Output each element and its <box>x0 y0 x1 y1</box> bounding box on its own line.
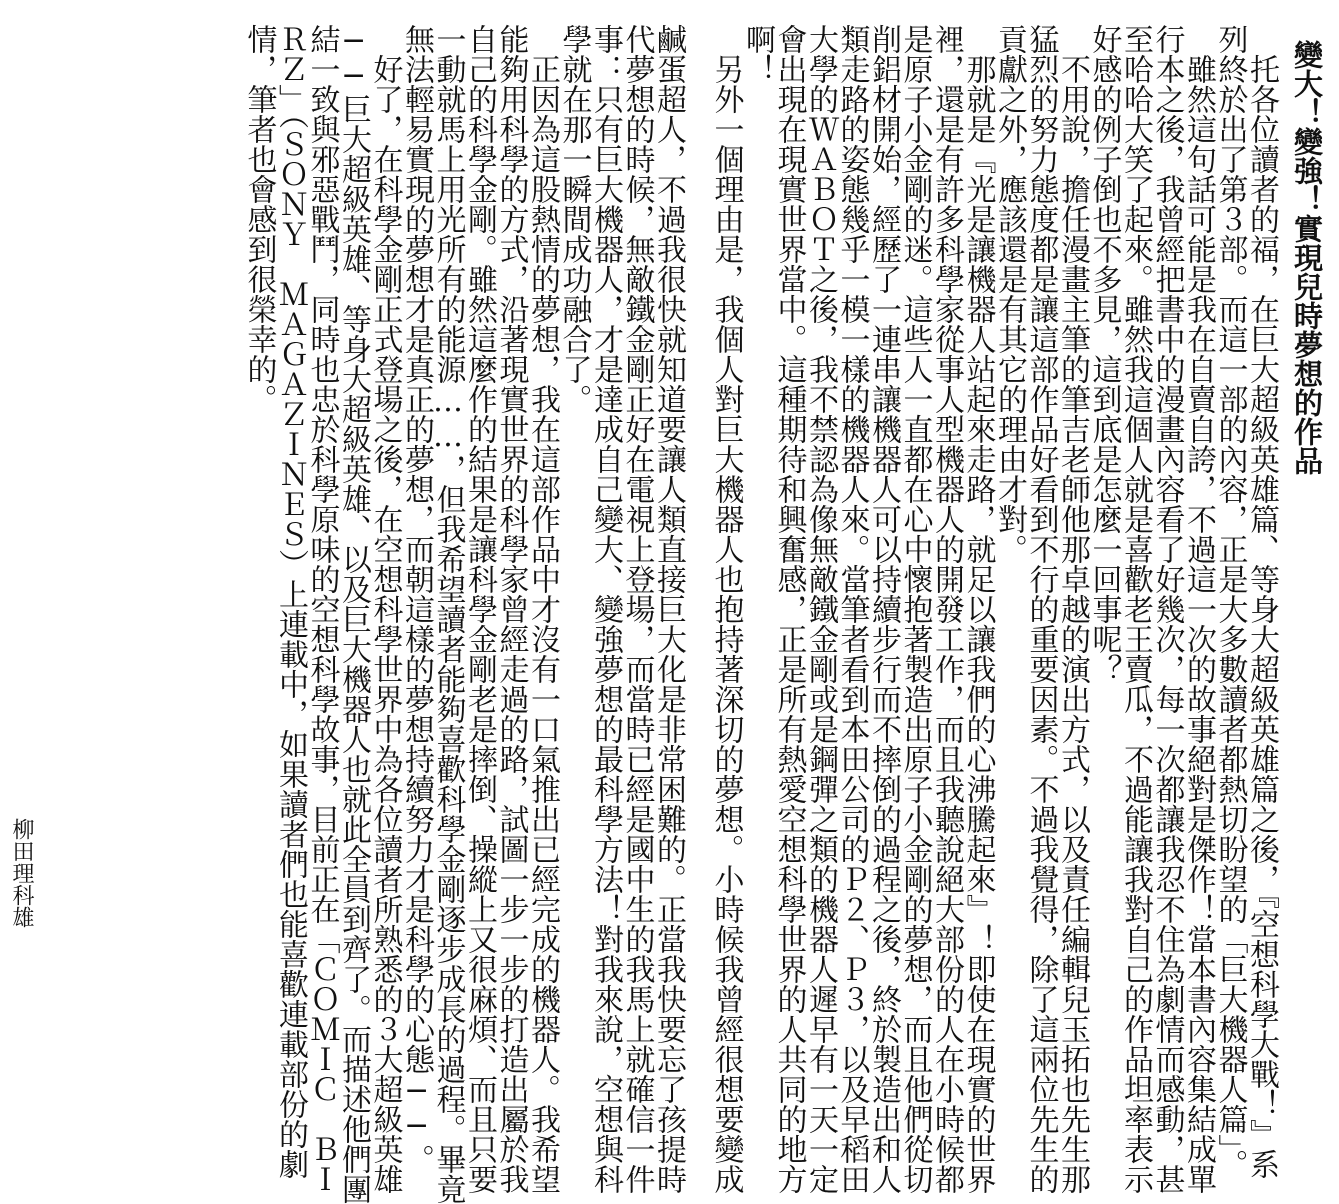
author-signature: 柳田理科雄 <box>9 818 34 928</box>
text-line: 無法輕易實現的夢想才是真正的夢想，而朝這樣的夢想持續努力才是科學的心態──。 <box>399 24 434 1174</box>
text-line: 啊！ <box>740 24 775 84</box>
left-page-body <box>243 24 684 1204</box>
text-line: 類走路的姿態幾乎一模一樣的機器人來。當筆者看到本田公司的Ｐ２、Ｐ３，以及早稻田 <box>834 24 870 1194</box>
text-line: 好感的例子倒也不多見，這到底是怎麼一回事呢？ <box>1086 24 1122 684</box>
text-line: 雖然這句話可能是我在自賣自誇，不過這一次的故事絕對是傑作！當本書內容集結成單 <box>1181 24 1216 1194</box>
text-line: 結一致與邪惡戰鬥，同時也忠於科學原味的空想科學故事，目前正在「ＣＯＭＩＣ ＢＩ <box>304 24 340 1194</box>
text-line: 行本之後，我曾經把書中的漫畫內容看了好幾次，每一次都讓我忍不住為劇情而感動，甚 <box>1149 24 1185 1194</box>
text-line: 一動就馬上用光所有的能源……，但我希望讀者能夠喜歡科學金剛逐步成長的過程。畢竟 <box>430 24 466 1204</box>
text-line: 是原子小金剛的迷。這些人一直都在心中懷抱著製造出原子小金剛的夢想，而且他們從切 <box>897 24 933 1194</box>
right-page <box>690 0 1339 1194</box>
text-line: 能夠用科學的方式，沿著現實世界的科學家曾經走過的路，試圖一步一步的打造出屬於我 <box>493 24 529 1194</box>
text-line: 事：只有巨大機器人，才是達成自己變大、變強夢想的最科學方法！對我來說，空想與科 <box>588 24 623 1194</box>
text-line: 大學的ＷＡＢＯＴ之後，我不禁認為像無敵鐵金剛或是鋼彈之類的機器人遲早有一天一定 <box>803 24 838 1194</box>
text-line: 另外一個理由是，我個人對巨大機器人也抱持著深切的夢想。小時候我曾經很想要變成 <box>708 24 744 1194</box>
right-page-body <box>710 24 1277 1194</box>
text-line: 自己的科學金剛。雖然這麼作的結果是讓科學金剛老是摔倒、操縱上又很麻煩、而且只要 <box>462 24 497 1194</box>
text-line: 猛烈的努力態度都是讓這部作品好看到不行的重要因素。不過我覺得，除了這兩位先生的 <box>1023 24 1059 1194</box>
text-line: 好了，在科學金剛正式登場之後，在空想科學世界中為各位讀者所熟悉的３大超級英雄 <box>367 24 403 1194</box>
text-line: 情，筆者也會感到很榮幸的。 <box>241 24 277 414</box>
text-line: 會出現在現實世界當中。這種期待和興奮感，正是所有熱愛空想科學世界的人共同的地方 <box>771 24 807 1194</box>
text-line: 托各位讀者的福，在巨大超級英雄篇、等身大超級英雄篇之後，『空想科學大戰！』系 <box>1244 24 1279 1179</box>
text-line: 削鋁材開始，經歷了一連串讓機器人可以持續步行而不摔倒的過程之後，終於製造出和人 <box>866 24 901 1194</box>
text-line: 列終於出了第３部。而這一部的內容，正是大多數讀者都熱切盼望的「巨大機器人篇」。 <box>1212 24 1248 1179</box>
text-line: 不用說，擔任漫畫主筆的筆吉老師他那卓越的演出方式，以及責任編輯兒玉拓也先生那 <box>1055 24 1090 1194</box>
article-title: 變大！變強！實現兒時夢想的作品 <box>1290 40 1324 475</box>
text-line: 裡，還是有許多科學家從事人型機器人的開發工作，而且我聽說絕大部份的人在小時候都 <box>929 24 964 1194</box>
text-line: 那就是『光是讓機器人站起來走路，就足以讓我們的心沸騰起來』！即使在現實的世界 <box>960 24 996 1194</box>
text-line: 學就在那一瞬間成功融合了。 <box>556 24 592 414</box>
text-line: 貢獻之外，應該還是有其它的理由才對。 <box>992 24 1027 564</box>
text-line: ＲＺ」（ＳＯＮＹ ＭＡＧＡＺＩＮＥＳ）上連載中，如果讀者們也能喜歡連載部份的劇 <box>273 24 308 1179</box>
text-line: 正因為這股熱情的夢想，我在這部作品中才沒有一口氣推出已經完成的機器人。我希望 <box>525 24 560 1194</box>
text-line: 至哈哈大笑了起來。雖然我這個人就是喜歡老王賣瓜，不過能讓我對自己的作品坦率表示 <box>1118 24 1153 1194</box>
text-line: 代夢想的時候，無敵鐵金剛正好在電視上登場，而當時已經是國中生的我馬上就確信一件 <box>619 24 655 1194</box>
text-line: ──巨大超級英雄、等身大超級英雄、以及巨大機器人也就此全員到齊了。而描述他們團 <box>336 24 371 1204</box>
text-line: 鹹蛋超人，不過我很快就知道要讓人類直接巨大化是非常困難的。正當我快要忘了孩提時 <box>651 24 686 1194</box>
